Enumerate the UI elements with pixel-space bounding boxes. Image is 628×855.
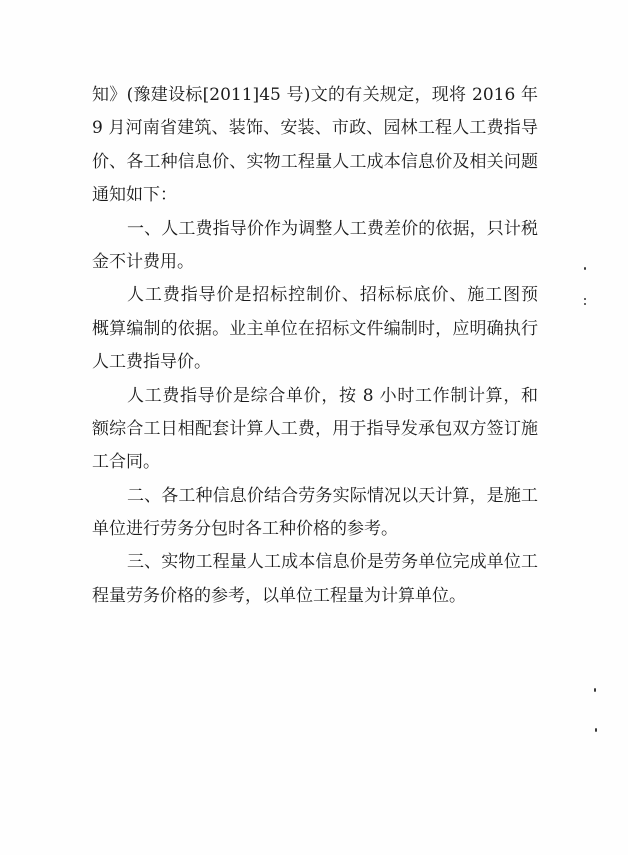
text-line: 人工费指导价是招标控制价、招标标底价、施工图预 (127, 285, 538, 306)
text-line: 工合同。 (92, 452, 160, 473)
document-body (92, 79, 538, 613)
text-line: 9 月河南省建筑、装饰、安装、市政、园林工程人工费指导 (92, 118, 538, 139)
text-line: 三、实物工程量人工成本信息价是劳务单位完成单位工 (127, 552, 538, 573)
paragraph-continuation (92, 79, 538, 213)
text-line: 价、各工种信息价、实物工程量人工成本信息价及相关问题 (92, 151, 538, 172)
text-line: 通知如下： (92, 185, 177, 206)
text-line: 一、人工费指导价作为调整人工费差价的依据，只计税 (127, 218, 538, 239)
scan-speck (584, 267, 586, 270)
text-line: 额综合工日相配套计算人工费，用于指导发承包双方签订施 (92, 418, 538, 439)
text-line: 二、各工种信息价结合劳务实际情况以天计算，是施工 (127, 485, 538, 506)
text-line: 单位进行劳务分包时各工种价格的参考。 (92, 519, 398, 540)
scan-speck (595, 728, 597, 732)
text-line: 程量劳务价格的参考，以单位工程量为计算单位。 (92, 585, 466, 606)
paragraph-guide-price-basis (92, 279, 538, 379)
text-line: 人工费指导价。 (92, 352, 211, 373)
scan-speck (584, 303, 586, 305)
paragraph-item-one (92, 213, 538, 280)
text-line: 金不计费用。 (92, 251, 194, 272)
paragraph-guide-price-unit (92, 380, 538, 480)
scan-speck (594, 688, 596, 692)
text-line: 概算编制的依据。业主单位在招标文件编制时，应明确执行 (92, 318, 538, 339)
paragraph-item-three (92, 546, 538, 613)
scan-speck (584, 298, 586, 300)
paragraph-item-two (92, 480, 538, 547)
text-line: 人工费指导价是综合单价，按 8 小时工作制计算，和 (127, 385, 538, 406)
text-line: 知》(豫建设标[2011]45 号)文的有关规定，现将 2016 年 (92, 85, 538, 105)
